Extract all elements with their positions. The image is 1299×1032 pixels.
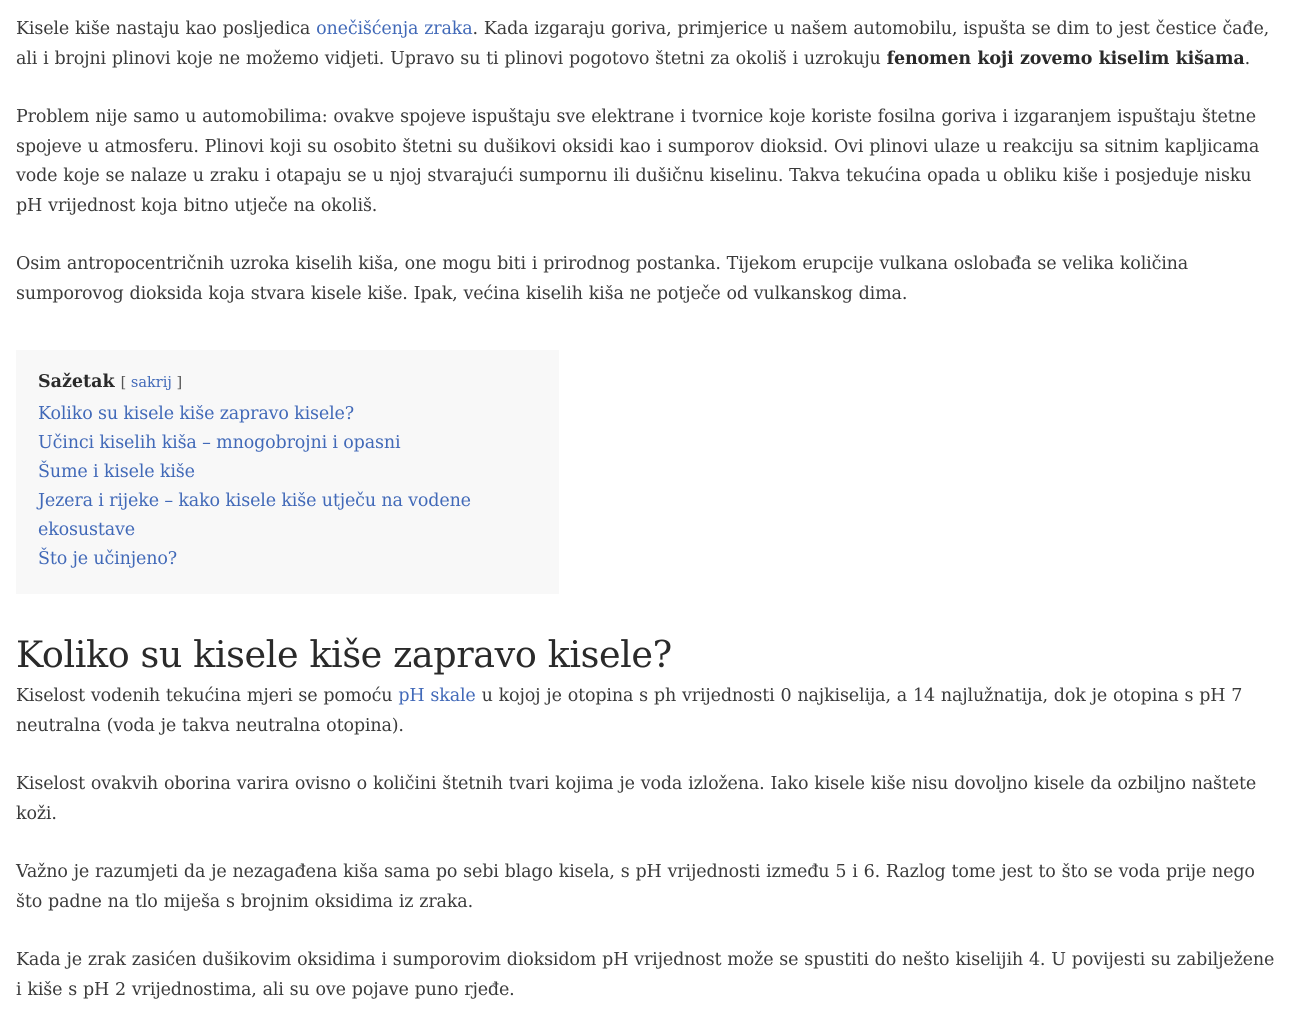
intro-paragraph-1-text-middle: . Kada izgaraju goriva, primjerice u našem automobilu, ispušta se dim to jest čestice čađe, ali i brojni plinovi koje ne možemo vidjeti. Upravo su ti plinovi pogotovo štetni za okoliš i uzrokuju [16, 19, 1270, 69]
intro-paragraph-1 [16, 15, 1283, 74]
toc-link-effects[interactable]: Učinci kiselih kiša – mnogobrojni i opasni [38, 433, 401, 453]
ph-scale-link[interactable]: pH skale [398, 686, 476, 706]
toc-link-what-was-done[interactable]: Što je učinjeno? [38, 549, 177, 569]
intro-paragraph-1-text-start: Kisele kiše nastaju kao posljedica [16, 19, 317, 39]
intro-paragraph-2: Problem nije samo u automobilima: ovakve spojeve ispuštaju sve elektrane i tvornice koje koriste fosilna goriva i izgaranjem ispuštaju štetne spojeve u atmosferu. Plinovi koji su osobito štetni su dušikovi oksidi kao i sumporov dioksid. Ovi plinovi ulaze u reakciju sa sitnim kapljicama vode koje se nalaze u zraku i otapaju se u njoj stvarajući sumpornu ili dušičnu kiselinu. Takva tekućina opada u obliku kiše i posjeduje nisku pH vrijednost koja bitno utječe na okoliš. [16, 107, 1260, 216]
toc-hide-link[interactable]: sakrij [130, 375, 172, 391]
toc-item [38, 487, 537, 545]
air-pollution-link[interactable]: onečišćenja zraka [316, 19, 473, 39]
section-paragraph-1 [16, 682, 1283, 741]
toc-item [38, 429, 537, 458]
toc-item [38, 545, 537, 574]
intro-paragraph-1-bold-text: fenomen koji zovemo kiselim kišama [886, 48, 1245, 69]
toc-title: Sažetak [38, 372, 115, 392]
toc-bracket-open: [ [120, 375, 127, 391]
toc-link-acidity[interactable]: Koliko su kisele kiše zapravo kisele? [38, 404, 354, 424]
toc-item [38, 400, 537, 429]
toc-item [38, 458, 537, 487]
toc-bracket-close: ] [176, 375, 183, 391]
section-paragraph-4: Kada je zrak zasićen dušikovim oksidima i sumporovim dioksidom pH vrijednost može se spustiti do nešto kiselijih 4. U povijesti su zabilježene i kiše s pH 2 vrijednostima, ali su ove pojave puno rjeđe. [16, 950, 1275, 1000]
section-paragraph-3: Važno je razumjeti da je nezagađena kiša sama po sebi blago kisela, s pH vrijednosti između 5 i 6. Razlog tome jest to što se voda prije nego što padne na tlo miješa s brojnim oksidima iz zraka. [16, 862, 1255, 912]
toc-link-forests[interactable]: Šume i kisele kiše [38, 462, 195, 482]
toc-link-lakes-rivers[interactable]: Jezera i rijeke – kako kisele kiše utječu na vodene ekosustave [38, 491, 471, 540]
section-paragraph-1-text-end: u kojoj je otopina s ph vrijednosti 0 najkiselija, a 14 najlužnatija, dok je otopina s pH 7 neutralna (voda je takva neutralna otopina). [16, 686, 1243, 736]
section-paragraph-2: Kiselost ovakvih oborina varira ovisno o količini štetnih tvari kojima je voda izložena. Iako kisele kiše nisu dovoljno kisele da ozbiljno naštete koži. [16, 774, 1257, 824]
toc-header [38, 368, 537, 398]
table-of-contents [16, 350, 559, 594]
intro-paragraph-3: Osim antropocentričnih uzroka kiselih kiša, one mogu biti i prirodnog postanka. Tijekom erupcije vulkana oslobađa se velika količina sumporovog dioksida koja stvara kisele kiše. Ipak, većina kiselih kiša ne potječe od vulkanskog dima. [16, 254, 1189, 304]
toc-toggle [121, 375, 183, 391]
section-paragraph-1-text-start: Kiselost vodenih tekućina mjeri se pomoću [16, 686, 399, 706]
intro-paragraph-1-text-end: . [1244, 48, 1250, 69]
section-heading-acidity: Koliko su kisele kiše zapravo kisele? [16, 633, 672, 676]
toc-list [38, 400, 537, 574]
